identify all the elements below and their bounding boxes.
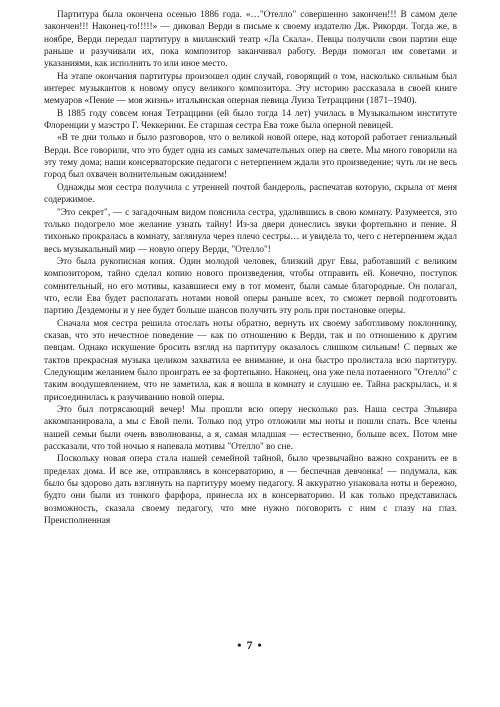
page-number: • 7 • — [237, 638, 263, 652]
body-text — [44, 9, 457, 527]
paragraph: "Это секрет", — с загадочным видом пояснила сестра, удалившись в свою комнату. Разумеется, это только подогрело мое желание узнать тайну! Из-за двери донеслись звуки фортепьяно и пение. Я тихонько прокралась в комнату, заглянула через плечо сестры… и увидела то, чего с нетерпением ждал весь музыкальный мир — новую оперу Верди, "Отелло"! — [44, 207, 457, 255]
paragraph: В 1885 году совсем юная Тетраццини (ей было тогда 14 лет) училась в Музыкальном институте Флоренции у маэстро Г. Чеккерини. Ее старшая сестра Ева тоже была оперной певицей. — [44, 108, 457, 132]
paragraph: На этапе окончания партитуры произошел один случай, говорящий о том, насколько сильным был интерес музыкантов к новому опусу великого композитора. Эту историю рассказала в своей книге мемуаров «Пение — моя жизнь» итальянская оперная певица Луиза Тетраццини (1871–1940). — [44, 71, 457, 107]
paragraph: Сначала моя сестра решила отослать ноты обратно, вернуть их своему заботливому поклоннику, сказав, что это нечестное поведение — как по отношению к Верди, так и по отношению к другим певцам. Однако искушение бросить взгляд на партитуру оказалось слишком сильным! С первых же тактов прекрасная музыка целиком захватила ее внимание, и она быстро пролистала всю партитуру. Следующим желанием было проиграть ее за фортепьяно. Наконец, она уже пела потаенного "Отелло" с таким воодушевлением, что не заметила, как я вошла в комнату и слушаю ее. Тайна раскрылась, и я присоединилась к разучиванию новой оперы. — [44, 318, 457, 403]
paragraph: Это была рукописная копия. Один молодой человек, близкий друг Евы, работавший с великим композитором, тайно сделал копию нового произведения, чтобы отправить ей. Конечно, поступок сомнительный, но его мотивы, казавшиеся ему в тот момент, были самые благородные. Он полагал, что, если Ева будет располагать нотами новой оперы раньше всех, то сможет первой подготовить партию Дездемоны и у нее будет больше шансов получить эту роль при постановке оперы. — [44, 256, 457, 317]
paragraph: Поскольку новая опера стала нашей семейной тайной, было чрезвычайно важно сохранить ее в пределах дома. И все же, отправляясь в консерваторию, я — беспечная девчонка! — подумала, как было бы здорово дать взглянуть на партитуру моему педагогу. Я аккуратно упаковала ноты и бережно, будто они были из тонкого фарфора, принесла их в консерваторию. И как только представилась возможность, сказала своему педагогу, что мне нужно поговорить с ним с глазу на глаз. Преисполненная — [44, 454, 457, 527]
paragraph: Партитура была окончена осенью 1886 года. «…"Отелло" совершенно закончен!!! В самом деле закончен!!! Наконец-то!!!!!» — диковал Верди в письме к своему издателю Дж. Рикорди. Тогда же, в ноябре, Верди передал партитуру в миланский театр «Ла Скала». Певцы получили свои партии еще раньше и разучивали их, пока композитор заканчивал работу. Верди помогал им советами и указаниями, как исполнять то или иное место. — [44, 10, 457, 70]
paragraph: Однажды моя сестра получила с утренней почтой бандероль, распечатав которую, скрыла от меня содержимое. — [44, 182, 457, 206]
paragraph: «В те дни только и было разговоров, что о великой новой опере, над которой работает гениальный Верди. Все говорили, что это будет одна из самых замечательных опер на свете. Мы много говорили на эту тему дома; наши консерваторские педагоги с нетерпением ждали это произведение; чуть ли не весь город был охвачен волнительным ожиданием! — [44, 133, 457, 181]
paragraph: Это был потрясающий вечер! Мы прошли всю оперу несколько раз. Наша сестра Эльвира аккомпанировала, а мы с Евой пели. Только под утро отложили мы ноты и пошли спать. Все члены нашей семьи были очень взволнованы, а я, самая младшая — естественно, больше всех. Потом мне рассказали, что той ночью я напевала мотивы "Отелло" во сне. — [44, 405, 457, 453]
